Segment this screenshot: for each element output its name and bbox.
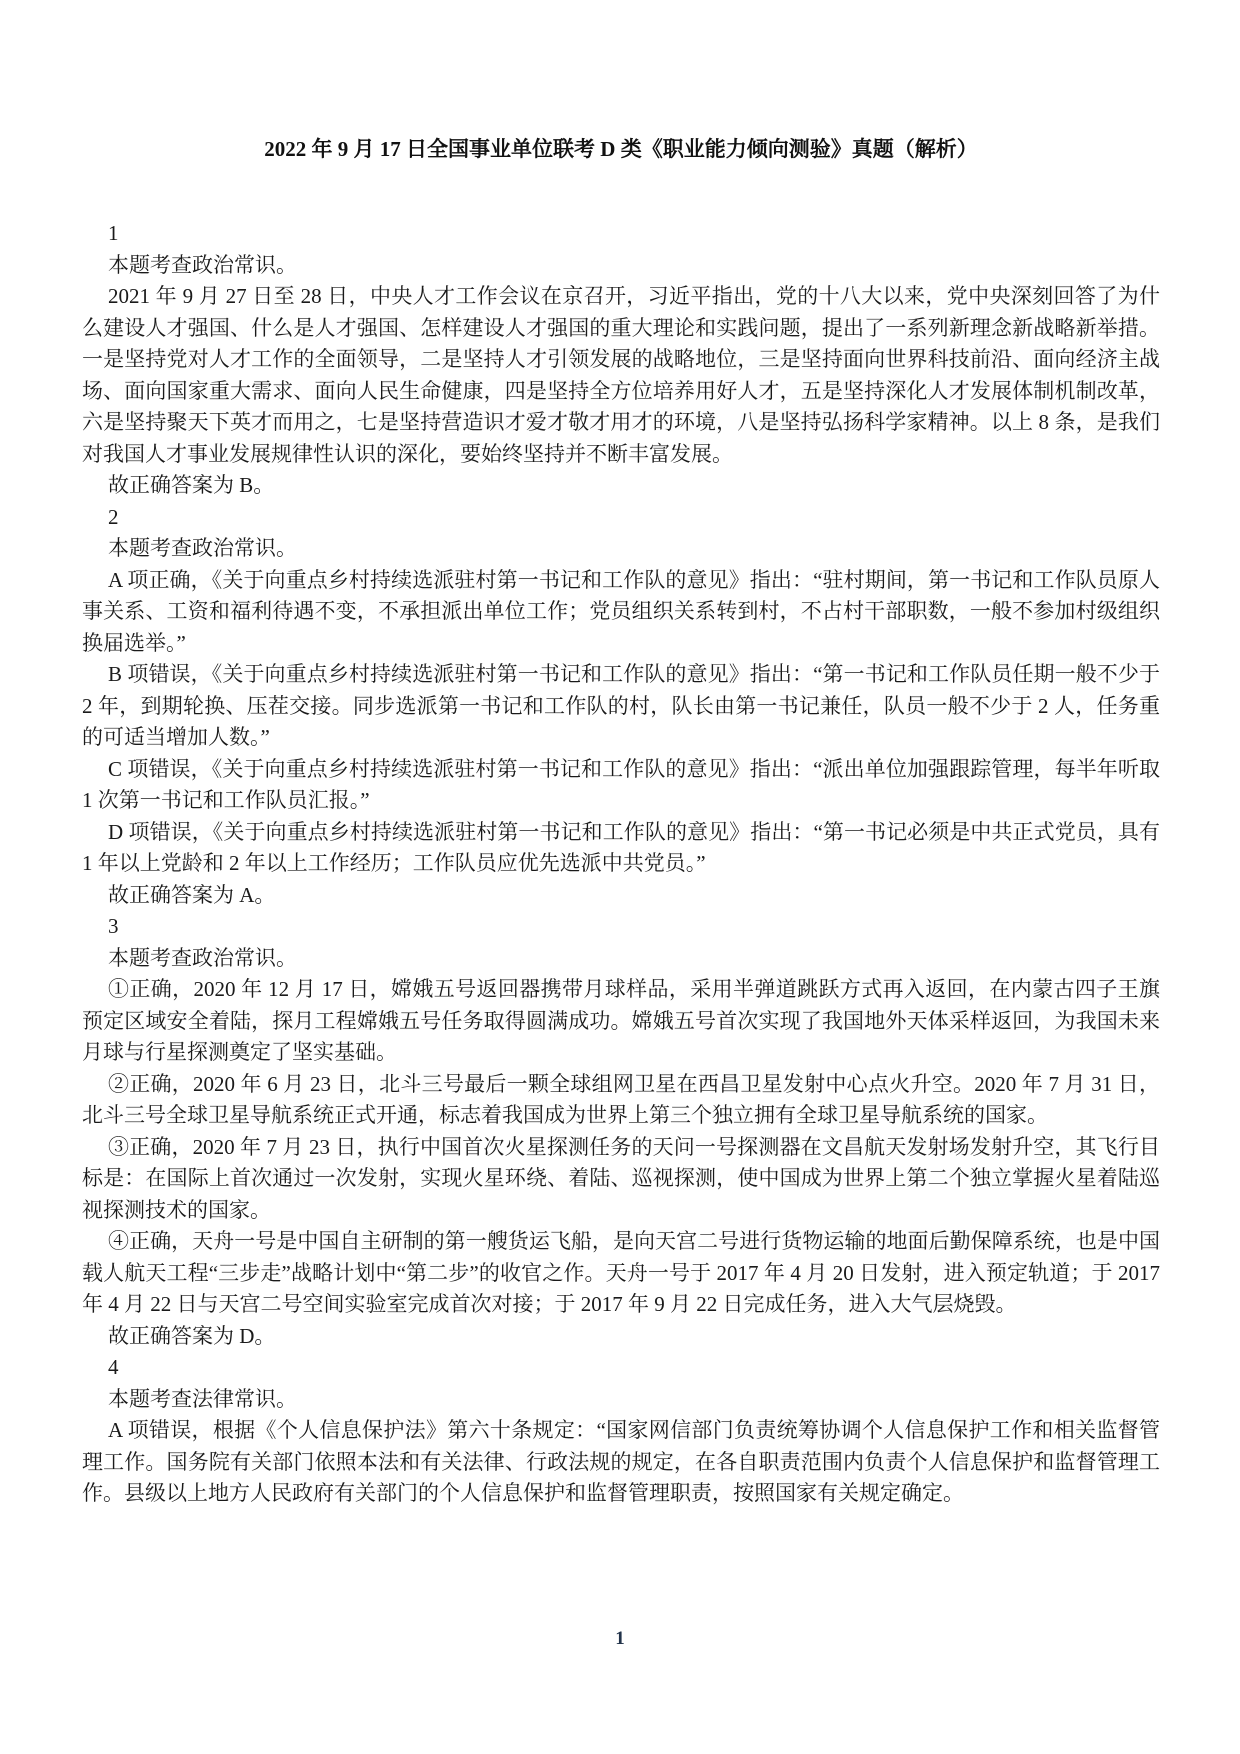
page-number-footer: 1 [615,1628,625,1649]
analysis-paragraph: ④正确，天舟一号是中国自主研制的第一艘货运飞船，是向天宫二号进行货物运输的地面后勤保障系统，也是中国载人航天工程“三步走”战略计划中“第二步”的收官之作。天舟一号于 2017 年 4 月 20 日发射，进入预定轨道；于 2017 年 4 月 22 日与天宫二号空间实验室完成首次对接；于 2017 年 9 月 22 日完成任务，进入大气层烧毁。 [82,1229,1160,1316]
exam-point-line: 本题考查政治常识。 [108,252,297,277]
document-body [82,136,1160,1510]
analysis-paragraph: A 项错误，根据《个人信息保护法》第六十条规定：“国家网信部门负责统筹协调个人信息保护工作和相关监督管理工作。国务院有关部门依照本法和有关法律、行政法规的规定，在各自职责范围内负责个人信息保护和监督管理工作。县级以上地方人民政府有关部门的个人信息保护和监督管理职责，按照国家有关规定确定。 [82,1418,1160,1505]
question-number: 4 [108,1355,119,1379]
exam-point-line: 本题考查政治常识。 [108,945,297,970]
document-title: 2022 年 9 月 17 日全国事业单位联考 D 类《职业能力倾向测验》真题（解析） [264,137,978,161]
question-number: 1 [108,221,119,245]
analysis-paragraph: A 项正确，《关于向重点乡村持续选派驻村第一书记和工作队的意见》指出：“驻村期间，第一书记和工作队员原人事关系、工资和福利待遇不变，不承担派出单位工作；党员组织关系转到村，不占村干部职数，一般不参加村级组织换届选举。” [82,567,1160,655]
analysis-paragraph: B 项错误，《关于向重点乡村持续选派驻村第一书记和工作队的意见》指出：“第一书记和工作队员任期一般不少于 2 年，到期轮换、压茬交接。同步选派第一书记和工作队的村，队长由第一书记兼任，队员一般不少于 2 人，任务重的可适当增加人数。” [82,662,1160,749]
analysis-paragraph: ②正确，2020 年 6 月 23 日，北斗三号最后一颗全球组网卫星在西昌卫星发射中心点火升空。2020 年 7 月 31 日，北斗三号全球卫星导航系统正式开通，标志着我国成为世界上第三个独立拥有全球卫星导航系统的国家。 [82,1071,1160,1127]
answer-line: 故正确答案为 D。 [108,1323,276,1348]
analysis-paragraph: C 项错误，《关于向重点乡村持续选派驻村第一书记和工作队的意见》指出：“派出单位加强跟踪管理，每半年听取 1 次第一书记和工作队员汇报。” [82,756,1160,812]
exam-point-line: 本题考查政治常识。 [108,536,297,560]
question-number: 2 [108,504,119,529]
analysis-paragraph: D 项错误，《关于向重点乡村持续选派驻村第一书记和工作队的意见》指出：“第一书记必须是中共正式党员，具有 1 年以上党龄和 2 年以上工作经历；工作队员应优先选派中共党员。” [82,819,1160,875]
exam-point-line: 本题考查法律常识。 [108,1386,297,1411]
answer-line: 故正确答案为 B。 [108,473,275,497]
analysis-paragraph: ③正确，2020 年 7 月 23 日，执行中国首次火星探测任务的天问一号探测器在文昌航天发射场发射升空，其飞行目标是：在国际上首次通过一次发射，实现火星环绕、着陆、巡视探测，使中国成为世界上第二个独立掌握火星着陆巡视探测技术的国家。 [82,1134,1160,1222]
analysis-paragraph: 2021 年 9 月 27 日至 28 日，中央人才工作会议在京召开，习近平指出，党的十八大以来，党中央深刻回答了为什么建设人才强国、什么是人才强国、怎样建设人才强国的重大理论和实践问题，提出了一系列新理念新战略新举措。一是坚持党对人才工作的全面领导，二是坚持人才引领发展的战略地位，三是坚持面向世界科技前沿、面向经济主战场、面向国家重大需求、面向人民生命健康，四是坚持全方位培养用好人才，五是坚持深化人才发展体制机制改革，六是坚持聚天下英才而用之，七是坚持营造识才爱才敬才用才的环境，八是坚持弘扬科学家精神。以上 8 条，是我们对我国人才事业发展规律性认识的深化，要始终坚持并不断丰富发展。 [82,284,1160,466]
answer-line: 故正确答案为 A。 [108,882,276,907]
question-number: 3 [108,914,119,938]
analysis-paragraph: ①正确，2020 年 12 月 17 日，嫦娥五号返回器携带月球样品，采用半弹道跳跃方式再入返回，在内蒙古四子王旗预定区域安全着陆，探月工程嫦娥五号任务取得圆满成功。嫦娥五号首次实现了我国地外天体采样返回，为我国未来月球与行星探测奠定了坚实基础。 [82,977,1160,1064]
